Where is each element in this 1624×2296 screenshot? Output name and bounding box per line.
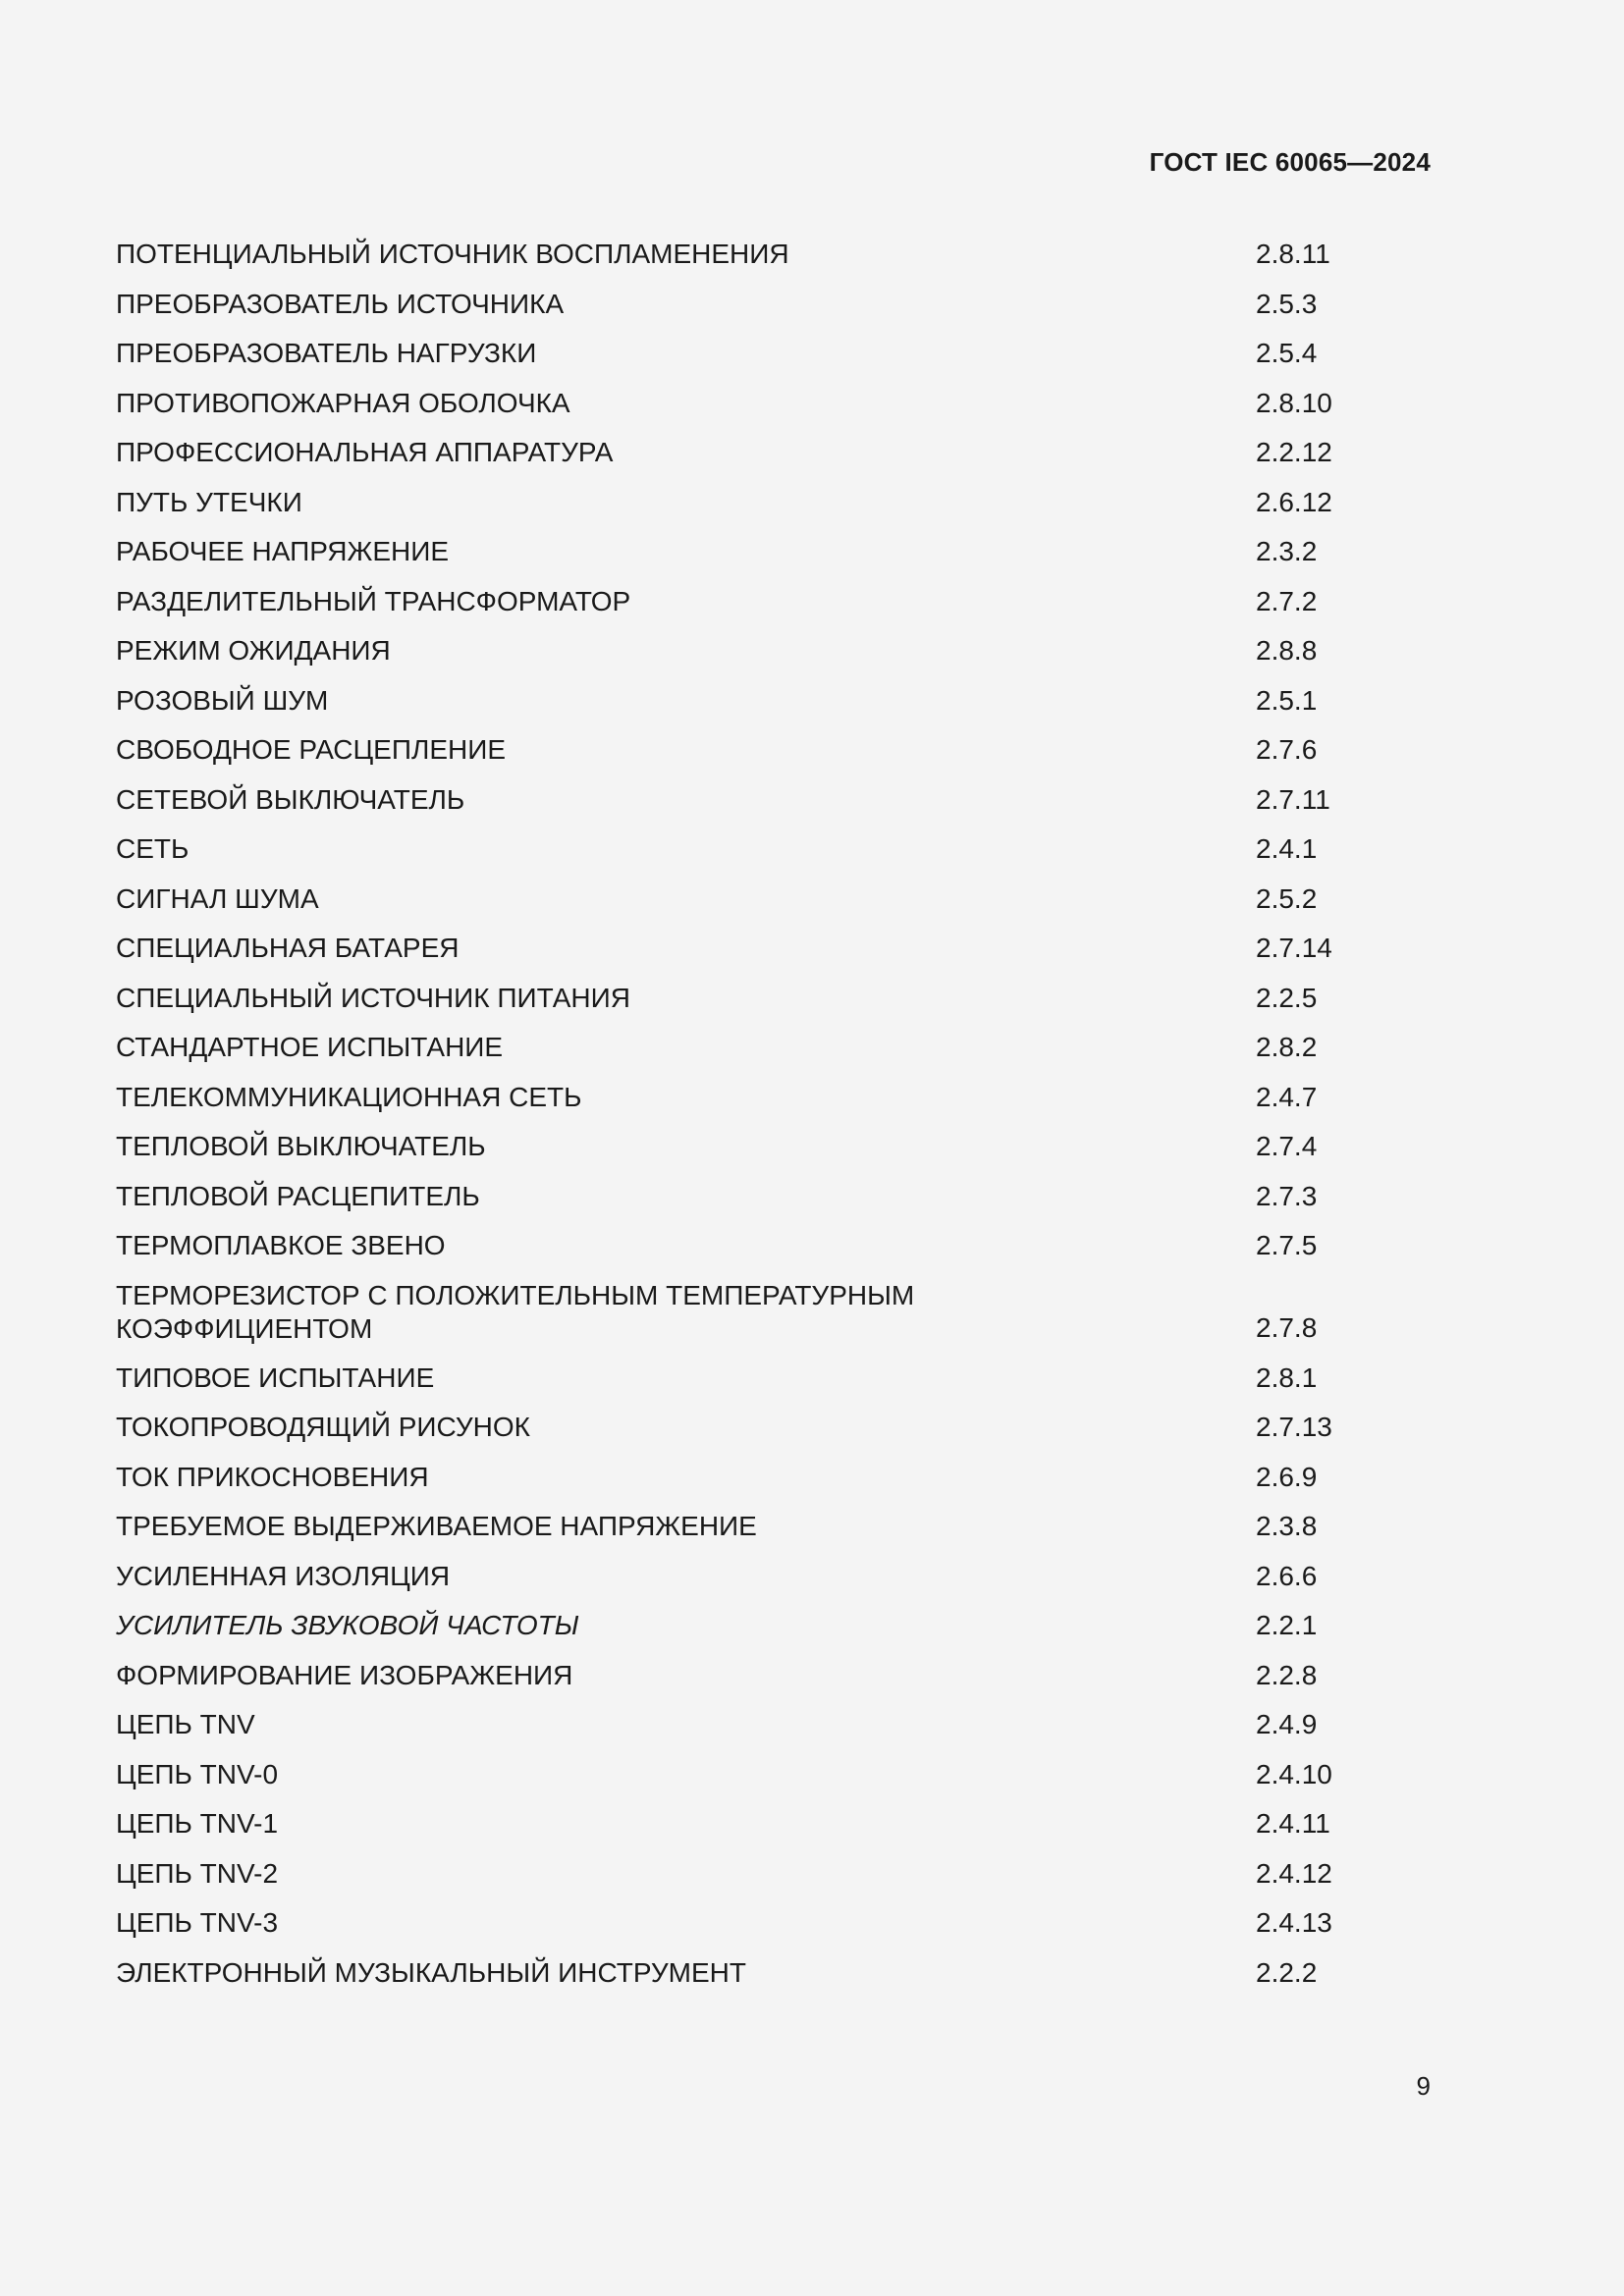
- index-reference: 2.7.2: [1256, 585, 1318, 616]
- index-entry: [116, 238, 1353, 288]
- index-reference: 2.2.8: [1256, 1659, 1318, 1690]
- index-term: ЭЛЕКТРОННЫЙ МУЗЫКАЛЬНЫЙ ИНСТРУМЕНТ: [116, 1956, 747, 1988]
- index-reference: 2.7.14: [1256, 933, 1332, 963]
- index-term: ТЕРМОПЛАВКОЕ ЗВЕНО: [116, 1230, 446, 1260]
- index-reference: 2.7.13: [1256, 1412, 1332, 1442]
- index-term: ТЕПЛОВОЙ ВЫКЛЮЧАТЕЛЬ: [116, 1131, 486, 1161]
- index-reference: 2.6.9: [1256, 1461, 1318, 1492]
- index-term: ТЕПЛОВОЙ РАСЦЕПИТЕЛЬ: [116, 1180, 480, 1211]
- index-reference: 2.7.8: [1256, 1312, 1318, 1343]
- index-reference: 2.4.11: [1256, 1808, 1330, 1839]
- index-term: ТРЕБУЕМОЕ ВЫДЕРЖИВАЕМОЕ НАПРЯЖЕНИЕ: [116, 1511, 757, 1541]
- index-reference: 2.5.2: [1256, 882, 1318, 914]
- index-entry: [116, 832, 1353, 882]
- index-term: ПРЕОБРАЗОВАТЕЛЬ НАГРУЗКИ: [116, 338, 537, 368]
- index-reference: 2.2.1: [1256, 1610, 1318, 1640]
- index-term: ЦЕПЬ TNV-1: [116, 1808, 279, 1839]
- index-reference: 2.8.1: [1256, 1362, 1318, 1393]
- index-entry: [116, 882, 1353, 933]
- index-reference: 2.8.8: [1256, 635, 1318, 666]
- index-entry: [116, 1510, 1353, 1560]
- index-entry: [116, 337, 1353, 387]
- index-reference: 2.6.6: [1256, 1560, 1318, 1591]
- index-reference: 2.7.5: [1256, 1230, 1318, 1260]
- index-entry: [116, 1031, 1353, 1081]
- index-reference: 2.6.12: [1256, 486, 1332, 517]
- index-entry: [116, 436, 1353, 486]
- index-entry: [116, 1956, 1353, 2006]
- index-entry: [116, 1229, 1353, 1279]
- index-term: СПЕЦИАЛЬНЫЙ ИСТОЧНИК ПИТАНИЯ: [116, 982, 631, 1013]
- index-entry: [116, 585, 1353, 635]
- index-entry: [116, 1659, 1353, 1709]
- index-entry: [116, 932, 1353, 982]
- index-term: ПРЕОБРАЗОВАТЕЛЬ ИСТОЧНИКА: [116, 288, 565, 319]
- index-term: ПОТЕНЦИАЛЬНЫЙ ИСТОЧНИК ВОСПЛАМЕНЕНИЯ: [116, 239, 789, 269]
- index-reference: 2.4.7: [1256, 1081, 1318, 1112]
- index-term: СПЕЦИАЛЬНАЯ БАТАРЕЯ: [116, 933, 460, 963]
- index-entry: [116, 387, 1353, 437]
- index-term: РАБОЧЕЕ НАПРЯЖЕНИЕ: [116, 536, 450, 566]
- index-entry: [116, 684, 1353, 734]
- index-entry: [116, 783, 1353, 833]
- index-entry: [116, 634, 1353, 684]
- index-entry: [116, 288, 1353, 338]
- index-reference: 2.7.3: [1256, 1180, 1318, 1211]
- index-entry: [116, 1411, 1353, 1461]
- index-reference: 2.5.3: [1256, 288, 1318, 319]
- index-entry: [116, 982, 1353, 1032]
- index-reference: 2.4.13: [1256, 1907, 1332, 1938]
- index-entry: [116, 1130, 1353, 1180]
- index-term: СЕТЕВОЙ ВЫКЛЮЧАТЕЛЬ: [116, 783, 465, 815]
- index-term: ЦЕПЬ TNV-0: [116, 1758, 279, 1789]
- index-term: ЦЕПЬ TNV: [116, 1709, 255, 1739]
- index-reference: 2.2.2: [1256, 1956, 1318, 1988]
- index-reference: 2.7.4: [1256, 1131, 1318, 1161]
- index-term: СЕТЬ: [116, 833, 189, 864]
- index-reference: 2.3.2: [1256, 536, 1318, 566]
- index-entry: [116, 1081, 1353, 1131]
- index-term: ПРОТИВОПОЖАРНАЯ ОБОЛОЧКА: [116, 387, 570, 418]
- index-term: ПРОФЕССИОНАЛЬНАЯ АППАРАТУРА: [116, 437, 614, 467]
- index-reference: 2.8.2: [1256, 1032, 1318, 1062]
- index-reference: 2.5.1: [1256, 684, 1318, 716]
- index-entry: [116, 1708, 1353, 1758]
- index-term: ТОКОПРОВОДЯЩИЙ РИСУНОК: [116, 1412, 530, 1442]
- index-entry: [116, 1362, 1353, 1412]
- index-reference: 2.3.8: [1256, 1511, 1318, 1541]
- index-entry: [116, 1906, 1353, 1956]
- index-term: РОЗОВЫЙ ШУМ: [116, 684, 329, 716]
- index-entry: [116, 733, 1353, 783]
- index-term: РЕЖИМ ОЖИДАНИЯ: [116, 635, 391, 666]
- index-reference: 2.4.10: [1256, 1758, 1332, 1789]
- index-reference: 2.8.11: [1256, 239, 1330, 269]
- index-term: ПУТЬ УТЕЧКИ: [116, 486, 302, 517]
- index-entry: [116, 1461, 1353, 1511]
- index-term: ЦЕПЬ TNV-3: [116, 1907, 279, 1938]
- index-entry: [116, 1758, 1353, 1808]
- index-term: УСИЛЕННАЯ ИЗОЛЯЦИЯ: [116, 1560, 451, 1591]
- index-term: ТОК ПРИКОСНОВЕНИЯ: [116, 1461, 429, 1492]
- index-reference: 2.5.4: [1256, 338, 1318, 368]
- document-code: ГОСТ IEC 60065—2024: [1149, 147, 1431, 177]
- index-reference: 2.7.11: [1256, 783, 1330, 815]
- index-entry: [116, 1279, 1353, 1362]
- index-entry: [116, 1560, 1353, 1610]
- index-reference: 2.7.6: [1256, 734, 1318, 765]
- index-reference: 2.4.12: [1256, 1857, 1332, 1889]
- terms-index: [116, 238, 1353, 2005]
- index-entry: [116, 486, 1353, 536]
- index-term: УСИЛИТЕЛЬ ЗВУКОВОЙ ЧАСТОТЫ: [116, 1610, 579, 1640]
- index-entry: [116, 1807, 1353, 1857]
- index-term: ЦЕПЬ TNV-2: [116, 1857, 279, 1889]
- index-reference: 2.4.9: [1256, 1709, 1318, 1739]
- index-term: СИГНАЛ ШУМА: [116, 882, 319, 914]
- index-term: СТАНДАРТНОЕ ИСПЫТАНИЕ: [116, 1032, 504, 1062]
- index-reference: 2.4.1: [1256, 833, 1318, 864]
- page-number: 9: [1416, 2071, 1431, 2101]
- index-entry: [116, 1857, 1353, 1907]
- index-entry: [116, 1609, 1353, 1659]
- index-term: ТЕЛЕКОММУНИКАЦИОННАЯ СЕТЬ: [116, 1081, 582, 1112]
- index-reference: 2.2.5: [1256, 982, 1318, 1013]
- index-reference: 2.2.12: [1256, 437, 1332, 467]
- index-term: ТИПОВОЕ ИСПЫТАНИЕ: [116, 1362, 435, 1393]
- index-term: ФОРМИРОВАНИЕ ИЗОБРАЖЕНИЯ: [116, 1659, 573, 1690]
- index-term: СВОБОДНОЕ РАСЦЕПЛЕНИЕ: [116, 734, 507, 765]
- index-term: ТЕРМОРЕЗИСТОР С ПОЛОЖИТЕЛЬНЫМ ТЕМПЕРАТУРНЫМ КОЭФФИЦИЕНТОМ: [116, 1279, 915, 1344]
- index-entry: [116, 1180, 1353, 1230]
- index-term: РАЗДЕЛИТЕЛЬНЫЙ ТРАНСФОРМАТОР: [116, 585, 631, 616]
- index-entry: [116, 535, 1353, 585]
- index-reference: 2.8.10: [1256, 387, 1332, 418]
